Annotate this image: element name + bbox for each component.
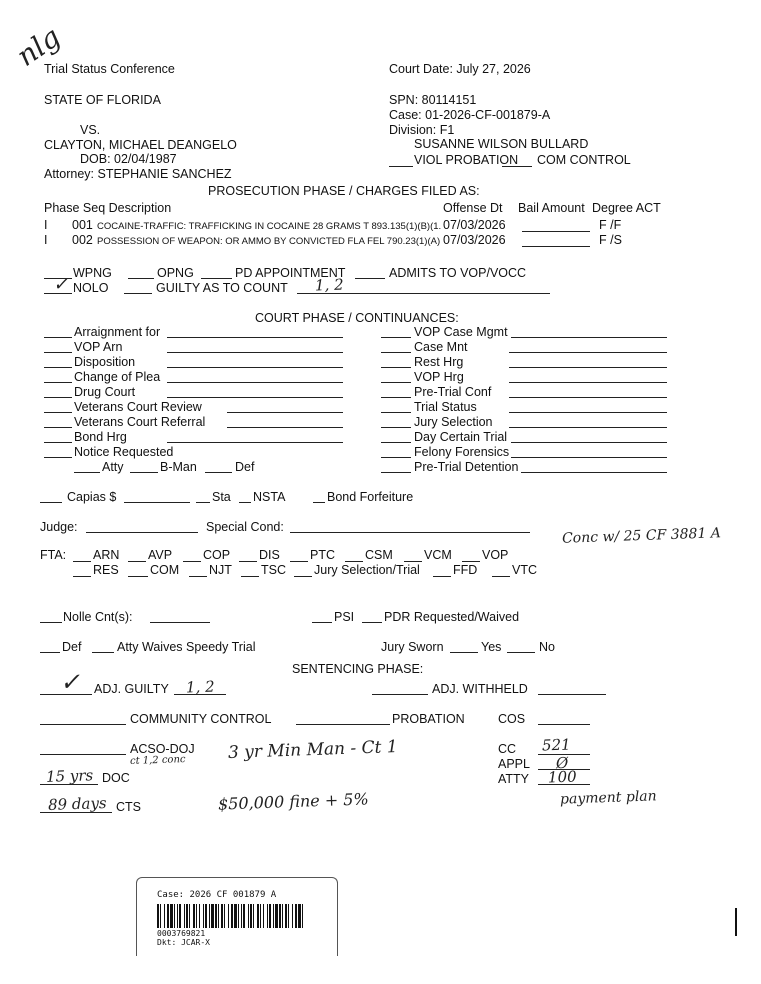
appl-label: APPL xyxy=(498,757,530,771)
barcode-bar xyxy=(257,904,259,928)
barcode-bar xyxy=(292,904,293,928)
vop-hrg-label: VOP Hrg xyxy=(414,370,464,384)
min-man-note: 3 yr Min Man - Ct 1 xyxy=(227,737,398,763)
charge-1-phase: I xyxy=(44,218,48,232)
cos-label: COS xyxy=(498,712,526,726)
probation-label: PROBATION xyxy=(392,712,465,726)
barcode-bar xyxy=(243,904,245,928)
fta-njt: NJT xyxy=(209,563,232,577)
veterans-court-review-label: Veterans Court Review xyxy=(74,400,202,414)
rest-hrg-label: Rest Hrg xyxy=(414,355,464,369)
barcode-bar xyxy=(224,904,225,928)
acso-doj-label: ACSO-DOJ xyxy=(130,742,195,756)
barcode-bar xyxy=(260,904,261,928)
barcode-bar xyxy=(157,904,159,928)
arraignment-label: Arraignment for xyxy=(74,325,161,339)
adj-guilty-checkmark: ✓ xyxy=(59,667,81,697)
charge-2-seq: 002 xyxy=(72,233,93,247)
barcode-bar xyxy=(218,904,219,928)
court-phase-heading: COURT PHASE / CONTINUANCES: xyxy=(255,311,459,325)
opng-label: OPNG xyxy=(157,266,194,280)
barcode-bar xyxy=(174,904,175,928)
psi-label: PSI xyxy=(334,610,355,624)
admits-label: ADMITS TO VOP/VOCC xyxy=(389,266,527,280)
barcode-bar xyxy=(288,904,289,928)
def-label: Def xyxy=(235,460,255,474)
barcode-bar xyxy=(167,904,169,928)
fta-arn: ARN xyxy=(93,548,120,562)
barcode-bar xyxy=(179,904,181,928)
pre-trial-conf-label: Pre-Trial Conf xyxy=(414,385,492,399)
atty-fee-value: 100 xyxy=(547,767,577,787)
bond-hrg-label: Bond Hrg xyxy=(74,430,127,444)
barcode-bar xyxy=(205,904,207,928)
barcode-bar xyxy=(298,904,301,928)
cts-value: 89 days xyxy=(47,793,107,815)
atty-waives-label: Atty Waives Speedy Trial xyxy=(117,640,256,654)
day-certain-trial-label: Day Certain Trial xyxy=(414,430,508,444)
form-title: Trial Status Conference xyxy=(44,62,175,76)
com-control-label: COM CONTROL xyxy=(537,153,631,167)
fta-vtc: VTC xyxy=(512,563,537,577)
barcode-bar xyxy=(231,904,233,928)
attorney-name: Attorney: STEPHANIE SANCHEZ xyxy=(44,167,232,181)
adj-guilty-label: ADJ. GUILTY xyxy=(94,682,169,696)
trial-status-label: Trial Status xyxy=(414,400,477,414)
fta-com: COM xyxy=(150,563,180,577)
prosecution-heading: PROSECUTION PHASE / CHARGES FILED AS: xyxy=(208,184,480,198)
charge-2-degree: F /S xyxy=(599,233,622,247)
barcode-bar xyxy=(250,904,252,928)
judge-label: Judge: xyxy=(40,520,78,534)
pre-trial-detention-label: Pre-Trial Detention xyxy=(414,460,519,474)
barcode-bar xyxy=(177,904,178,928)
acso-note: ct 1,2 conc xyxy=(129,754,186,767)
guilty-as-to-count-label: GUILTY AS TO COUNT xyxy=(156,281,288,295)
barcode-bar xyxy=(302,904,303,928)
doc-label: DOC xyxy=(102,771,130,785)
fta-ffd: FFD xyxy=(453,563,478,577)
sta-label: Sta xyxy=(212,490,231,504)
barcode-case: Case: 2026 CF 001879 A xyxy=(157,890,277,900)
nolo-label: NOLO xyxy=(73,281,109,295)
barcode-dkt: Dkt: JCAR-X xyxy=(157,938,210,947)
fta-label: FTA: xyxy=(40,548,67,562)
doc-value: 15 yrs xyxy=(45,766,94,786)
charge-1-degree: F /F xyxy=(599,218,622,232)
barcode-bar xyxy=(238,904,239,928)
charge-2-desc: POSSESSION OF WEAPON: OR AMMO BY CONVICTED FLA FEL 790.23(1)(A) xyxy=(97,236,441,247)
bman-label: B-Man xyxy=(160,460,197,474)
adj-withheld-label: ADJ. WITHHELD xyxy=(432,682,528,696)
spn: SPN: 80114151 xyxy=(389,93,477,107)
drug-court-label: Drug Court xyxy=(74,385,136,399)
barcode-bar xyxy=(215,904,217,928)
fta-csm: CSM xyxy=(365,548,393,562)
division: Division: F1 xyxy=(389,123,455,137)
barcode-bar xyxy=(282,904,283,928)
barcode-bar xyxy=(170,904,173,928)
guilty-count-value: 1, 2 xyxy=(314,275,344,295)
nsta-label: NSTA xyxy=(253,490,286,504)
veterans-court-referral-label: Veterans Court Referral xyxy=(74,415,206,429)
col-offense-dt: Offense Dt xyxy=(443,201,503,215)
charge-2-phase: I xyxy=(44,233,48,247)
felony-forensics-label: Felony Forensics xyxy=(414,445,510,459)
sentencing-heading: SENTENCING PHASE: xyxy=(292,662,424,676)
barcode-bar xyxy=(253,904,254,928)
initials-signature: nlg xyxy=(10,20,67,73)
cc-label: CC xyxy=(498,742,517,756)
bond-forfeiture-label: Bond Forfeiture xyxy=(327,490,414,504)
def-waiver-label: Def xyxy=(62,640,82,654)
col-bail: Bail Amount xyxy=(518,201,585,215)
capias-label: Capias $ xyxy=(67,490,117,504)
atty-label: Atty xyxy=(102,460,124,474)
barcode-bar xyxy=(203,904,204,928)
dob: DOB: 02/04/1987 xyxy=(80,152,177,166)
fta-tsc: TSC xyxy=(261,563,286,577)
barcode-bar xyxy=(211,904,214,928)
barcode-number: 0003769821 xyxy=(157,929,206,938)
state-name: STATE OF FLORIDA xyxy=(44,93,161,107)
barcode-bar xyxy=(263,904,264,928)
col-degree-act: Degree ACT xyxy=(592,201,661,215)
barcode-bar xyxy=(267,904,268,928)
vop-arn-label: VOP Arn xyxy=(74,340,123,354)
defendant-name: CLAYTON, MICHAEL DEANGELO xyxy=(44,138,237,152)
charge-2-date: 07/03/2026 xyxy=(443,233,506,247)
wpng-label: WPNG xyxy=(73,266,112,280)
barcode-bar xyxy=(186,904,188,928)
barcode-bar xyxy=(241,904,242,928)
charge-1-seq: 001 xyxy=(72,218,93,232)
fta-vop: VOP xyxy=(482,548,509,562)
barcode-bar xyxy=(275,904,278,928)
barcode-bar xyxy=(221,904,223,928)
payment-plan-note: payment plan xyxy=(559,788,657,808)
barcode-bar xyxy=(295,904,297,928)
special-cond-note: Conc w/ 25 CF 3881 A xyxy=(561,525,722,547)
nolo-checkmark: ✓ xyxy=(52,273,69,296)
fta-res: RES xyxy=(93,563,119,577)
barcode-bar xyxy=(228,904,229,928)
charge-1-desc: COCAINE-TRAFFIC: TRAFFICKING IN COCAINE 28 GRAMS T 893.135(1)(B)(1. xyxy=(97,221,442,232)
fta-cop: COP xyxy=(203,548,231,562)
barcode xyxy=(157,904,307,928)
notice-requested-label: Notice Requested xyxy=(74,445,174,459)
appl-value: Ø xyxy=(555,753,569,773)
col-phase-seq-desc: Phase Seq Description xyxy=(44,201,172,215)
barcode-bar xyxy=(269,904,271,928)
barcode-bar xyxy=(279,904,281,928)
barcode-bar xyxy=(164,904,165,928)
barcode-bar xyxy=(193,904,195,928)
jury-sworn-label: Jury Sworn xyxy=(381,640,444,654)
barcode-bar xyxy=(199,904,200,928)
pdr-label: PDR Requested/Waived xyxy=(384,610,520,624)
vop-case-mgmt-label: VOP Case Mgmt xyxy=(414,325,508,339)
special-cond-label: Special Cond: xyxy=(206,520,284,534)
adj-guilty-value: 1, 2 xyxy=(185,677,215,697)
cts-label: CTS xyxy=(116,800,141,814)
fta-avp: AVP xyxy=(148,548,173,562)
vs-label: VS. xyxy=(80,123,101,137)
edge-mark xyxy=(735,908,737,936)
change-of-plea-label: Change of Plea xyxy=(74,370,161,384)
barcode-label xyxy=(136,877,338,956)
fta-vcm: VCM xyxy=(424,548,452,562)
no-label: No xyxy=(539,640,555,654)
barcode-bar xyxy=(234,904,237,928)
fine-note: $50,000 fine + 5% xyxy=(217,789,369,814)
charge-1-date: 07/03/2026 xyxy=(443,218,506,232)
fta-ptc: PTC xyxy=(310,548,335,562)
barcode-bar xyxy=(184,904,185,928)
barcode-bar xyxy=(285,904,287,928)
barcode-bar xyxy=(273,904,274,928)
fta-dis: DIS xyxy=(259,548,280,562)
nolle-label: Nolle Cnt(s): xyxy=(63,610,133,624)
viol-probation-label: VIOL PROBATION xyxy=(414,153,519,167)
pd-appointment-label: PD APPOINTMENT xyxy=(235,266,346,280)
barcode-bar xyxy=(248,904,249,928)
community-control-label: COMMUNITY CONTROL xyxy=(130,712,272,726)
barcode-bar xyxy=(209,904,210,928)
case-number: Case: 01-2026-CF-001879-A xyxy=(389,108,551,122)
disposition-label: Disposition xyxy=(74,355,136,369)
fta-jury-selection-trial: Jury Selection/Trial xyxy=(314,563,420,577)
judge-name: SUSANNE WILSON BULLARD xyxy=(414,137,589,151)
jury-selection-label: Jury Selection xyxy=(414,415,493,429)
case-mnt-label: Case Mnt xyxy=(414,340,468,354)
yes-label: Yes xyxy=(481,640,502,654)
barcode-bar xyxy=(160,904,161,928)
barcode-bar xyxy=(189,904,190,928)
cc-value: 521 xyxy=(541,735,571,755)
court-date: Court Date: July 27, 2026 xyxy=(389,62,531,76)
barcode-bar xyxy=(196,904,197,928)
atty-fee-label: ATTY xyxy=(498,772,530,786)
